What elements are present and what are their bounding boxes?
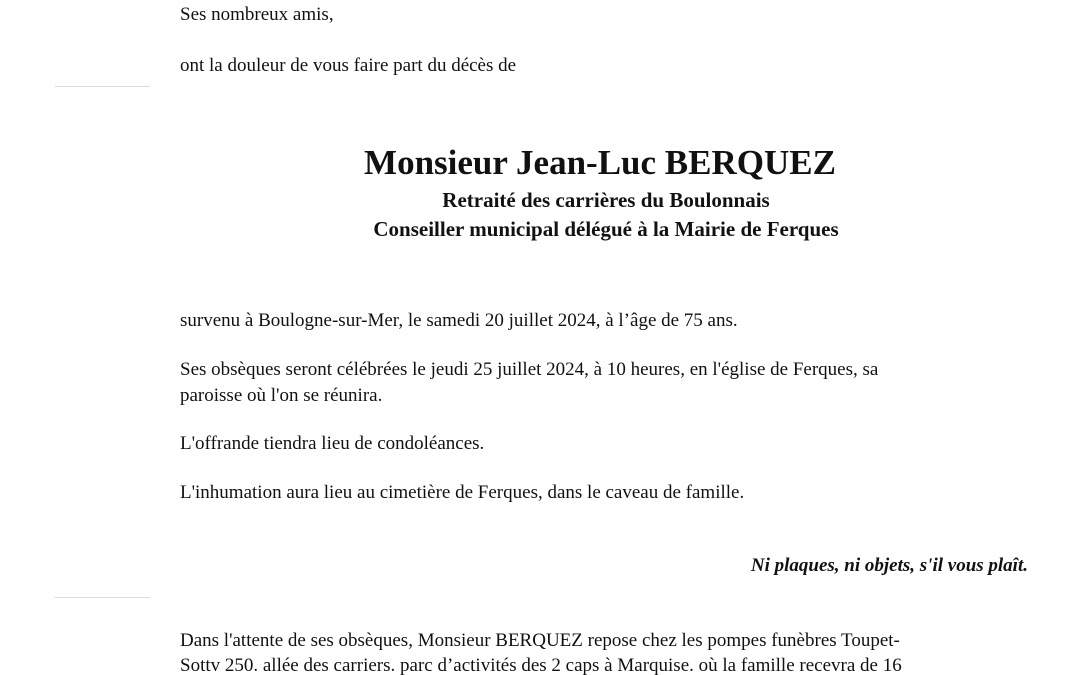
wake-line-2: Sottv 250. allée des carriers. parc d’activités des 2 caps à Marquise. où la famille recevra de 16: [180, 655, 902, 675]
scan-mark: [55, 597, 150, 598]
death-info: survenu à Boulogne-sur-Mer, le samedi 20 juillet 2024, à l’âge de 75 ans.: [180, 310, 738, 331]
scan-mark: [55, 86, 150, 87]
funeral-line-2: paroisse où l'on se réunira.: [180, 385, 383, 406]
burial-line: L'inhumation aura lieu au cimetière de Ferques, dans le caveau de famille.: [180, 482, 745, 503]
deceased-name: Monsieur Jean-Luc BERQUEZ: [364, 143, 836, 182]
closing-request: Ni plaques, ni objets, s'il vous plaît.: [750, 555, 1028, 576]
deceased-title-2: Conseiller municipal délégué à la Mairie de Ferques: [373, 217, 839, 241]
wake-line-1: Dans l'attente de ses obsèques, Monsieur BERQUEZ repose chez les pompes funèbres Toupet-: [180, 630, 900, 651]
offering-line: L'offrande tiendra lieu de condoléances.: [180, 433, 485, 454]
intro-line-2: ont la douleur de vous faire part du décès de: [180, 55, 517, 76]
intro-line-1: Ses nombreux amis,: [180, 4, 334, 25]
deceased-title-1: Retraité des carrières du Boulonnais: [442, 188, 770, 212]
funeral-line-1: Ses obsèques seront célébrées le jeudi 25 juillet 2024, à 10 heures, en l'église de Ferques, sa: [180, 359, 879, 380]
